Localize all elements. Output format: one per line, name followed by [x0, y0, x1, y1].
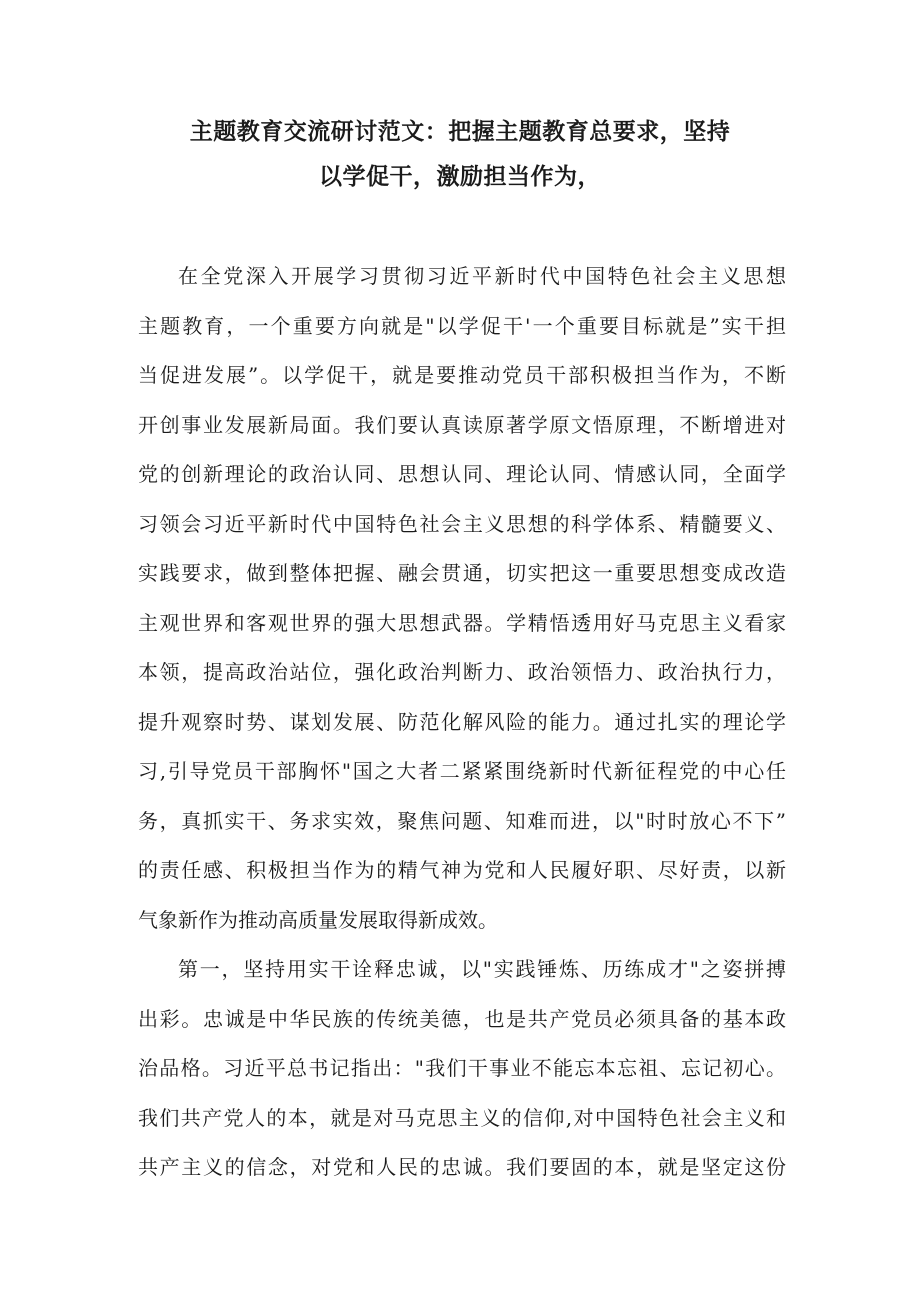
- paragraph-line: 提升观察时势、谋划发展、防范化解风险的能力。通过扎实的理论学: [138, 709, 786, 734]
- document-title: [120, 110, 800, 200]
- paragraph-line: 本领，提高政治站位，强化政治判断力、政治领悟力、政治执行力，: [138, 660, 786, 684]
- paragraph-2: [138, 945, 786, 1193]
- paragraph-line: 习,引导党员干部胸怀"国之大者二紧紧围绕新时代新征程党的中心任: [138, 759, 786, 783]
- paragraph-line: 出彩。忠诚是中华民族的传统美德，也是共产党员必须具备的基本政: [138, 1006, 786, 1031]
- paragraph-line: 气象新作为推动高质量发展取得新成效。: [138, 907, 498, 932]
- title-line-2: 以学促干，激励担当作为，: [319, 164, 601, 190]
- paragraph-line: 务，真抓实干、务求实效，聚焦问题、知难而进，以"时时放心不下”: [138, 808, 786, 833]
- paragraph-line: 共产主义的信念，对党和人民的忠诚。我们要固的本，就是坚定这份: [138, 1155, 786, 1179]
- document-body: [138, 252, 786, 1193]
- paragraph-line: 实践要求，做到整体把握、融会贯通，切实把这一重要思想变成改造: [138, 561, 786, 585]
- paragraph-line: 的责任感、积极担当作为的精气神为党和人民履好职、尽好责，以新: [138, 858, 786, 882]
- paragraph-line: 主观世界和客观世界的强大思想武器。学精悟透用好马克思主义看家: [138, 610, 786, 635]
- paragraph-line: 在全党深入开展学习贯彻习近平新时代中国特色社会主义思想: [178, 264, 786, 288]
- paragraph-line: 主题教育，一个重要方向就是"以学促干'一个重要目标就是”实干担: [138, 313, 786, 338]
- paragraph-line: 党的创新理论的政治认同、思想认同、理论认同、情感认同，全面学: [138, 462, 786, 486]
- paragraph-line: 我们共产党人的本，就是对马克思主义的信仰,对中国特色社会主义和: [138, 1105, 786, 1130]
- title-line-1: 主题教育交流研讨范文：把握主题教育总要求，坚持: [189, 119, 731, 145]
- paragraph-line: 习领会习近平新时代中国特色社会主义思想的科学体系、精髓要义、: [138, 511, 786, 536]
- paragraph-line: 开创事业发展新局面。我们要认真读原著学原文悟原理，不断增进对: [138, 412, 786, 437]
- paragraph-1: [138, 252, 786, 945]
- paragraph-line: 当促进发展”。以学促干，就是要推动党员干部积极担当作为，不断: [138, 363, 786, 387]
- paragraph-line: 第一，坚持用实干诠释忠诚，以"实践锤炼、历练成才"之姿拼搏: [178, 957, 786, 981]
- paragraph-line: 治品格。习近平总书记指出："我们干事业不能忘本忘祖、忘记初心。: [138, 1056, 786, 1080]
